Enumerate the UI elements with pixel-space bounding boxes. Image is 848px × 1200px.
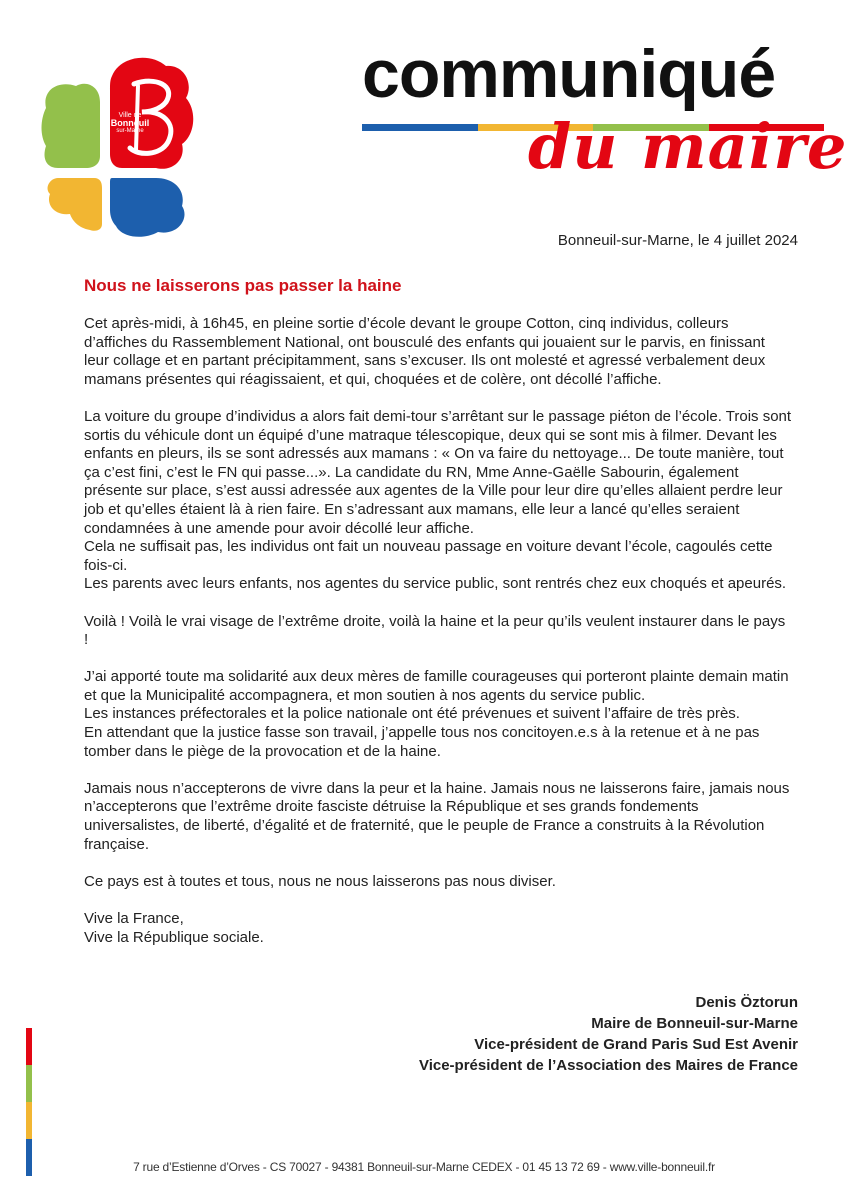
logo-town-line3: sur-Marne: [116, 128, 144, 134]
header-title: communiqué: [362, 36, 776, 112]
paragraph: J’ai apporté toute ma solidarité aux deux mères de famille courageuses qui porteront plainte demain matin et que la Municipalité accompagnera, et mon soutien à nos agents du service public.: [84, 668, 789, 704]
logo-town-line1: Ville de: [118, 112, 142, 119]
paragraph: Cela ne suffisait pas, les individus ont fait un nouveau passage en voiture devant l’école, cagoulés cette fois-ci.: [84, 538, 773, 574]
clover-logo-icon: [38, 50, 198, 240]
press-release-body: [84, 315, 792, 947]
logo-town-name: [108, 112, 152, 134]
signatory-title: Maire de Bonneuil-sur-Marne: [591, 1015, 798, 1032]
paragraph: Jamais nous n’accepterons de vivre dans la peur et la haine. Jamais nous ne laisserons faire, jamais nous n’accepterons que l’extrême droite fasciste détruise la République et ses grands fondements universalistes, de liberté, d’égalité et de fraternité, que le peuple de France a construits à la Révolution française.: [84, 779, 790, 853]
footer-address: 7 rue d’Estienne d’Orves - CS 70027 - 94381 Bonneuil-sur-Marne CEDEX - 01 45 13 72 69 - www.ville-bonneuil.fr: [133, 1160, 715, 1174]
logo-town-line2: Bonneuil: [110, 118, 150, 128]
press-release-headline: Nous ne laisserons pas passer la haine: [84, 276, 402, 295]
header-subtitle: du maire: [528, 110, 848, 183]
document-date: Bonneuil-sur-Marne, le 4 juillet 2024: [557, 232, 798, 249]
closing-line: Vive la France,: [84, 910, 184, 927]
paragraph: Les instances préfectorales et la police nationale ont été prévenues et suivent l’affaire de très près.: [84, 705, 740, 723]
strip-red: [26, 1028, 32, 1065]
strip-yellow: [26, 1102, 32, 1139]
paragraph: Les parents avec leurs enfants, nos agentes du service public, sont rentrés chez eux choqués et apeurés.: [84, 575, 787, 593]
closing-line: Vive la République sociale.: [84, 928, 264, 946]
strip-green: [26, 1065, 32, 1102]
signatory-title: Vice-président de Grand Paris Sud Est Avenir: [474, 1036, 798, 1053]
signatory-title: Vice-président de l’Association des Maires de France: [418, 1057, 798, 1074]
town-logo: [38, 50, 198, 240]
paragraph: En attendant que la justice fasse son travail, j’appelle tous nos concitoyen.e.s à la retenue et à ne pas tomber dans le piège de la provocation et de la haine.: [84, 724, 760, 760]
edge-color-strip: [26, 1028, 32, 1176]
paragraph: Cet après-midi, à 16h45, en pleine sortie d’école devant le groupe Cotton, cinq individus, colleurs d’affiches du Rassemblement National, ont bousculé des enfants qui jouaient sur le parvis, en finissant leur collage et en partant précipitamment, sans s’excuser. Ils ont molesté et agressé verbalement deux mamans présentes qui réagissaient, et qui, choquées et de colère, ont décollé l’affiche.: [84, 315, 766, 388]
signature-block: [419, 992, 798, 1076]
paragraph: La voiture du groupe d’individus a alors fait demi-tour s’arrêtant sur le passage piéton de l’école. Trois sont sortis du véhicule dont un équipé d’une matraque télescopique, deux qui se sont mis à filmer. Devant les enfants en pleurs, ils se sont adressés aux mamans : « On va faire du nettoyage... De toute manière, tout ça c’est fini, c’est le FN qui passe...». La candidate du RN, Mme Anne-Gaëlle Sabourin, également présente sur place, s’est aussi adressée aux agentes de la Ville pour leur dire qu’elles allaient perdre leur job et qu’elles étaient là à rien faire. En s’adressant aux mamans, elle leur a lancé qu’elles seraient condamnées à une amende pour avoir décollé leur affiche.: [84, 407, 792, 537]
paragraph: Voilà ! Voilà le vrai visage de l’extrême droite, voilà la haine et la peur qu’ils veulent instaurer dans le pays !: [84, 612, 786, 649]
signatory-name: Denis Öztorun: [695, 994, 798, 1011]
bar-blue: [362, 124, 478, 131]
paragraph: Ce pays est à toutes et tous, nous ne nous laisserons pas nous diviser.: [84, 872, 556, 890]
